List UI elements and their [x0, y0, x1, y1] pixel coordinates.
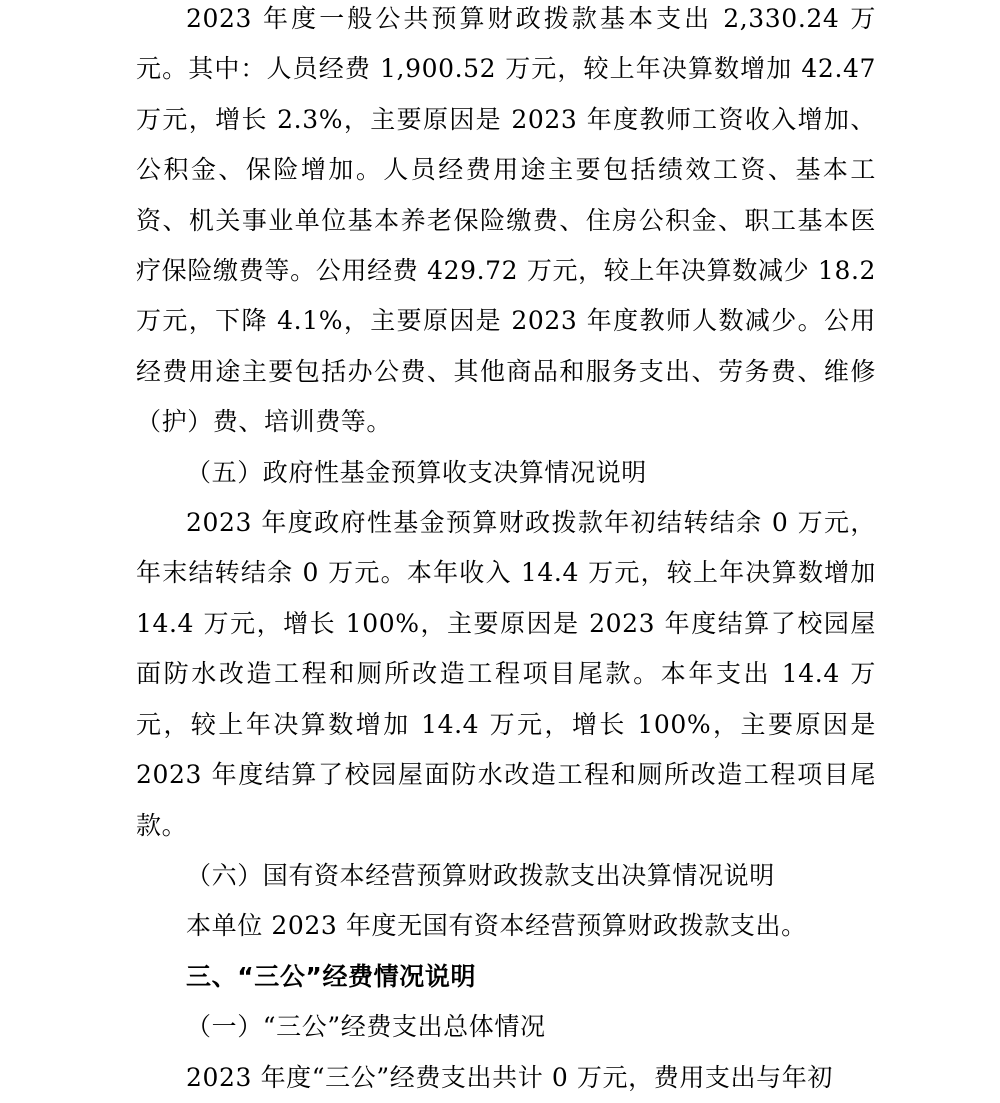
- document-page: [136, 0, 876, 1103]
- heading-state-capital: （六）国有资本经营预算财政拨款支出决算情况说明: [186, 860, 775, 890]
- paragraph-state-capital: 本单位 2023 年度无国有资本经营预算财政拨款支出。: [186, 911, 807, 941]
- heading-three-public: 三、“三公”经费情况说明: [186, 961, 477, 991]
- paragraph-three-public-overall: 2023 年度“三公”经费支出共计 0 万元，费用支出与年初: [186, 1062, 833, 1092]
- paragraph-government-fund: 2023 年度政府性基金预算财政拨款年初结转结余 0 万元，年末结转结余 0 万元。本年收入 14.4 万元，较上年决算数增加 14.4 万元，增长 100%，主要原因是 2023 年度结算了校园屋面防水改造工程和厕所改造工程项目尾款。本年支出 14.4 万元，较上年决算数增加 14.4 万元，增长 100%，主要原因是 2023 年度结算了校园屋面防水改造工程和厕所改造工程项目尾款。: [136, 508, 876, 840]
- paragraph-basic-expenditure: 2023 年度一般公共预算财政拨款基本支出 2,330.24 万元。其中：人员经费 1,900.52 万元，较上年决算数增加 42.47 万元，增长 2.3%，主要原因是 2023 年度教师工资收入增加、公积金、保险增加。人员经费用途主要包括绩效工资、基本工资、机关事业单位基本养老保险缴费、住房公积金、职工基本医疗保险缴费等。公用经费 429.72 万元，较上年决算数减少 18.2 万元，下降 4.1%，主要原因是 2023 年度教师人数减少。公用经费用途主要包括办公费、其他商品和服务支出、劳务费、维修（护）费、培训费等。: [136, 4, 876, 437]
- heading-three-public-overall: （一）“三公”经费支出总体情况: [186, 1012, 546, 1042]
- heading-government-fund: （五）政府性基金预算收支决算情况说明: [186, 457, 647, 487]
